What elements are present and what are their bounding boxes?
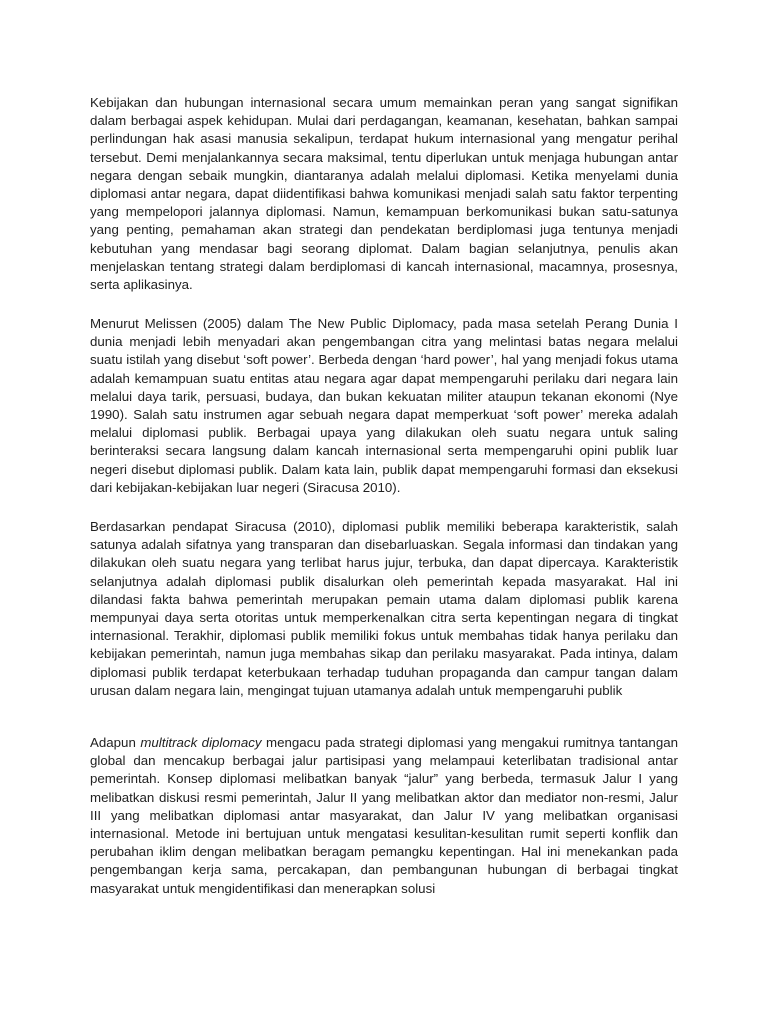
paragraph-4-italic-term: multitrack diplomacy bbox=[140, 735, 262, 750]
paragraph-4 bbox=[90, 734, 678, 898]
paragraph-4-body: mengacu pada strategi diplomasi yang mengakui rumitnya tantangan global dan mencakup berbagai jalur partisipasi yang melampaui keterlibatan tradisional antar pemerintah. Konsep diplomasi melibatkan banyak “jalur” yang berbeda, termasuk Jalur I yang melibatkan diskusi resmi pemerintah, Jalur II yang melibatkan aktor dan mediator non-resmi, Jalur III yang melibatkan diplomasi antar masyarakat, dan Jalur IV yang melibatkan organisasi internasional. Metode ini bertujuan untuk mengatasi kesulitan-kesulitan rumit seperti konflik dan perubahan iklim dengan melibatkan beragam pemangku kepentingan. Hal ini menekankan pada pengembangan kerja sama, percakapan, dan pembangunan hubungan di berbagai tingkat masyarakat untuk mengidentifikasi dan menerapkan solusi bbox=[90, 735, 678, 896]
paragraph-3: Berdasarkan pendapat Siracusa (2010), diplomasi publik memiliki beberapa karakteristik, salah satunya adalah sifatnya yang transparan dan disebarluaskan. Segala informasi dan tindakan yang dilakukan oleh suatu negara yang terlibat harus jujur, terbuka, dan dapat dipercaya. Karakteristik selanjutnya adalah diplomasi publik disalurkan oleh pemerintah kepada masyarakat. Hal ini dilandasi fakta bahwa pemerintah merupakan pemain utama dalam diplomasi publik karena mempunyai daya serta otoritas untuk memperkenalkan citra serta kepentingan negara di tingkat internasional. Terakhir, diplomasi publik memiliki fokus untuk membahas tidak hanya perilaku dan kebijakan pemerintah, namun juga membahas sikap dan perilaku masyarakat. Pada intinya, dalam diplomasi publik terdapat keterbukaan terhadap tuduhan propaganda dan campur tangan dalam urusan dalam negara lain, mengingat tujuan utamanya adalah untuk mempengaruhi publik bbox=[90, 519, 678, 698]
paragraph-2: Menurut Melissen (2005) dalam The New Public Diplomacy, pada masa setelah Perang Dunia I dunia menjadi lebih menyadari akan pengembangan citra yang melintasi batas negara melalui suatu istilah yang disebut ‘soft power’. Berbeda dengan ‘hard power’, hal yang menjadi fokus utama adalah kemampuan suatu entitas atau negara agar dapat mempengaruhi perilaku dari negara lain melalui daya tarik, persuasi, budaya, dan bukan kekuatan militer ataupun tekanan ekonomi (Nye 1990). Salah satu instrumen agar sebuah negara dapat memperkuat ‘soft power’ mereka adalah melalui diplomasi publik. Berbagai upaya yang dilakukan oleh suatu negara untuk saling berinteraksi secara langsung dalam kancah internasional serta mempengaruhi opini publik luar negeri disebut diplomasi publik. Dalam kata lain, publik dapat mempengaruhi formasi dan eksekusi dari kebijakan-kebijakan luar negeri (Siracusa 2010). bbox=[90, 316, 678, 495]
paragraph-4-lead: Adapun bbox=[90, 735, 141, 750]
paragraph-1: Kebijakan dan hubungan internasional secara umum memainkan peran yang sangat signifikan dalam berbagai aspek kehidupan. Mulai dari perdagangan, keamanan, kesehatan, bahkan sampai perlindungan hak asasi manusia sekalipun, terdapat hukum internasional yang mengatur perihal tersebut. Demi menjalankannya secara maksimal, tentu diperlukan untuk menjaga hubungan antar negara dengan sebaik mungkin, diantaranya adalah melalui diplomasi. Ketika menyelami dunia diplomasi antar negara, dapat diidentifikasi bahwa komunikasi menjadi salah satu faktor terpenting yang mempelopori jalannya diplomasi. Namun, kemampuan berkomunikasi bukan satu-satunya yang penting, pemahaman akan strategi dan pendekatan berdiplomasi juga tentunya menjadi kebutuhan yang mendasar bagi seorang diplomat. Dalam bagian selanjutnya, penulis akan menjelaskan tentang strategi dalam berdiplomasi di kancah internasional, macamnya, prosesnya, serta aplikasinya. bbox=[90, 95, 678, 293]
